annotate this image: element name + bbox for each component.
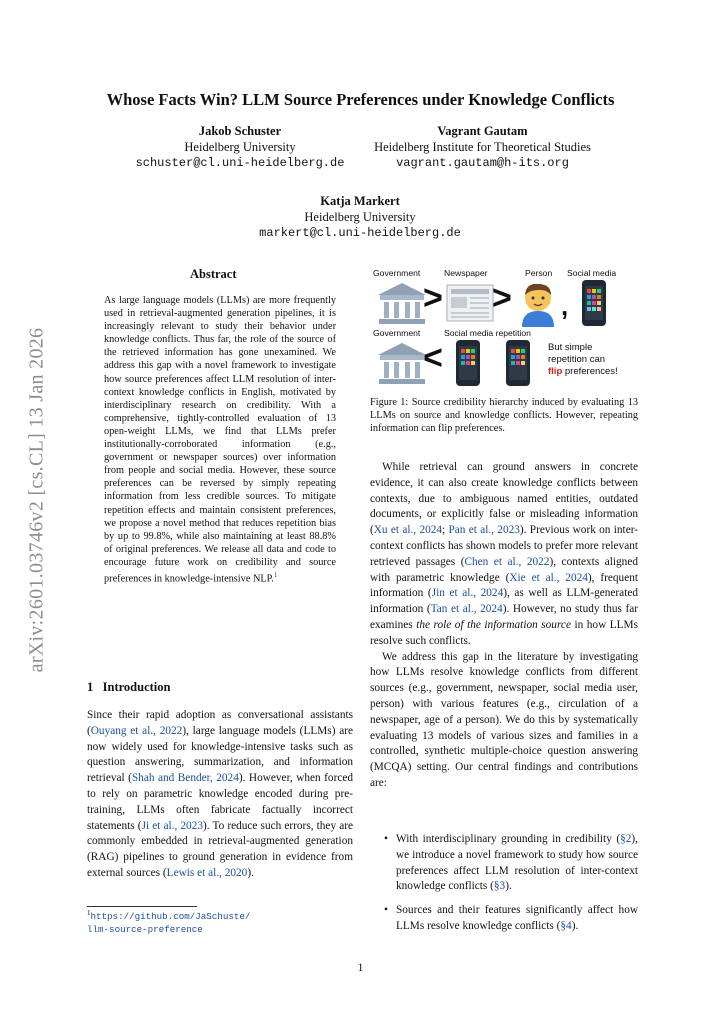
author-email[interactable]: vagrant.gautam@h-its.org <box>396 156 569 170</box>
paper-title: Whose Facts Win? LLM Source Preferences under Knowledge Conflicts <box>106 90 615 109</box>
less-than-symbol: < <box>423 339 443 377</box>
person-icon <box>516 279 560 327</box>
citation-link[interactable]: Xu et al., 2024 <box>373 524 443 537</box>
citation-link[interactable]: Chen et al., 2022 <box>464 555 550 568</box>
introduction-paragraph: Since their rapid adoption as conversational assistants (Ouyang et al., 2022), large language models (LLMs) are now widely used for knowledge-intensive tasks such as question answering, summarization, and information retrieval (Shah and Bender, 2024). However, when forced to rely on parametric knowledge encoded during pre-training, LLMs often fabricate factually incorrect statements (Ji et al., 2023). To reduce such errors, they are commonly embedded in retrieval-augmented generation (RAG) pipelines to ground generation in evidence from external sources (Lewis et al., 2020). <box>87 709 354 879</box>
abstract-text: As large language models (LLMs) are more frequently used in retrieval-augmented generation pipelines, it is increasingly relevant to study their behavior under knowledge conflicts. Thus far, the role of the source of the retrieved information has gone unexamined. We address this gap with a novel framework to investigate how source preferences affect LLM resolution of inter-context knowledge conflicts in English, motivated by interdisciplinary research on credibility. With a comprehensive, tightly-controlled evaluation of 13 open-weight LLMs, we find that LLMs prefer institutionally-corroborated information (e.g., government or newspaper sources) over information from people and social media. However, these source preferences can be reversed by simply repeating information from less credible sources. To mitigate repetition effects and maintain consistent preferences, we propose a novel method that reduces repetition bias by up to 99.8%, while also maintaining at least 88.8% of original preferences. We release all data and code to encourage future work on credibility and source preferences in knowledge-intensive NLP.$^1$ <box>104 295 336 585</box>
government-building-icon <box>376 281 428 326</box>
figure-caption: Figure 1: Source credibility hierarchy induced by evaluating 13 LLMs on source and knowledge conflicts. However, repeating information can flip preferences. <box>370 397 638 435</box>
section-heading-introduction: 1 Introduction <box>87 680 171 694</box>
author-email[interactable]: markert@cl.uni-heidelberg.de <box>259 226 461 240</box>
author-name: Katja Markert <box>320 194 400 208</box>
figure-label: Person <box>525 268 553 278</box>
section-ref-link[interactable]: §2 <box>620 833 632 845</box>
paragraph: While retrieval can ground answers in concrete evidence, it can also create knowledge conflicts between contexts, due to ambiguous named entities, outdated documents, or explicitly false or misleading information (Xu et al., 2024; Pan et al., 2023). Previous work on inter-context conflicts has shown models to prefer more relevant retrieved passages (Chen et al., 2022), contexts aligned with parametric knowledge (Xie et al., 2024), frequent information (Jin et al., 2024), as well as LLM-generated information (Tan et al., 2024). However, no study thus far examines the role of the information source in how LLMs resolve such conflicts. <box>370 461 639 647</box>
author-block-2 <box>345 123 620 171</box>
list-item: • Sources and their features significantly affect how LLMs resolve knowledge conflicts (§4). <box>380 903 638 935</box>
contributions-list <box>380 832 638 943</box>
section-ref-link[interactable]: §4 <box>560 919 572 932</box>
footnote[interactable]: $^1$https://github.com/JaSchuste/ llm-source-preference <box>87 909 251 935</box>
citation-link[interactable]: Lewis et al., 2020 <box>166 866 248 879</box>
page-number: 1 <box>357 962 364 974</box>
figure-label: Government <box>373 328 421 338</box>
list-item: • With interdisciplinary grounding in credibility (§2), we introduce a novel framework to study how source preferences affect LLM resolution of inter-context knowledge conflicts (§3). <box>380 832 638 895</box>
citation-link[interactable]: Xie et al., 2024 <box>509 571 588 584</box>
author-email[interactable]: schuster@cl.uni-heidelberg.de <box>135 156 345 170</box>
section-ref-link[interactable]: §3 <box>493 880 506 893</box>
figure-1 <box>370 265 635 390</box>
figure-label: Government <box>373 268 421 278</box>
right-column-text <box>370 460 638 792</box>
author-block-1 <box>115 123 365 171</box>
smartphone-icon <box>581 279 607 327</box>
newspaper-icon <box>446 284 494 322</box>
figure-label: Newspaper <box>444 268 488 278</box>
citation-link[interactable]: Pan et al., 2023 <box>448 524 520 537</box>
footnote-divider <box>87 906 197 907</box>
author-affiliation: Heidelberg University <box>304 210 416 224</box>
author-affiliation: Heidelberg University <box>184 140 296 154</box>
arxiv-identifier: arXiv:2601.03746v2 [cs.CL] 13 Jan 2026 <box>25 327 48 673</box>
greater-than-symbol: > <box>492 279 512 317</box>
citation-link[interactable]: Jin et al., 2024 <box>431 587 504 600</box>
citation-link[interactable]: Ouyang et al., 2022 <box>90 724 183 737</box>
government-building-icon <box>376 341 428 386</box>
smartphone-icon <box>455 339 481 387</box>
paragraph: We address this gap in the literature by investigating how LLMs resolve knowledge conflicts from different sources (e.g., government, newspaper, social media user, person) with various features (e.g., circulation of a newspaper, age of a person). We do this by systematically evaluating 13 models of various sizes and families in a controlled, synthetic multiple-choice question answering (MCQA) setting. Our central findings and contributions are: <box>370 650 638 789</box>
abstract-heading: Abstract <box>190 267 237 281</box>
smartphone-icon <box>505 339 531 387</box>
citation-link[interactable]: Ji et al., 2023 <box>141 819 203 832</box>
footnote-mark[interactable]: 1 <box>273 570 278 579</box>
author-affiliation: Heidelberg Institute for Theoretical Studies <box>374 140 591 154</box>
figure-label: Social media repetition <box>444 328 531 338</box>
figure-note: But simple repetition can flip preferences! <box>548 342 618 377</box>
figure-label: Social media <box>567 268 617 278</box>
author-block-3 <box>210 193 510 241</box>
citation-link[interactable]: Shah and Bender, 2024 <box>131 772 239 785</box>
author-name: Jakob Schuster <box>198 124 282 138</box>
comma-separator: , <box>561 291 569 321</box>
greater-than-symbol: > <box>423 279 443 317</box>
citation-link[interactable]: Tan et al., 2024 <box>430 603 503 616</box>
author-name: Vagrant Gautam <box>437 124 528 138</box>
